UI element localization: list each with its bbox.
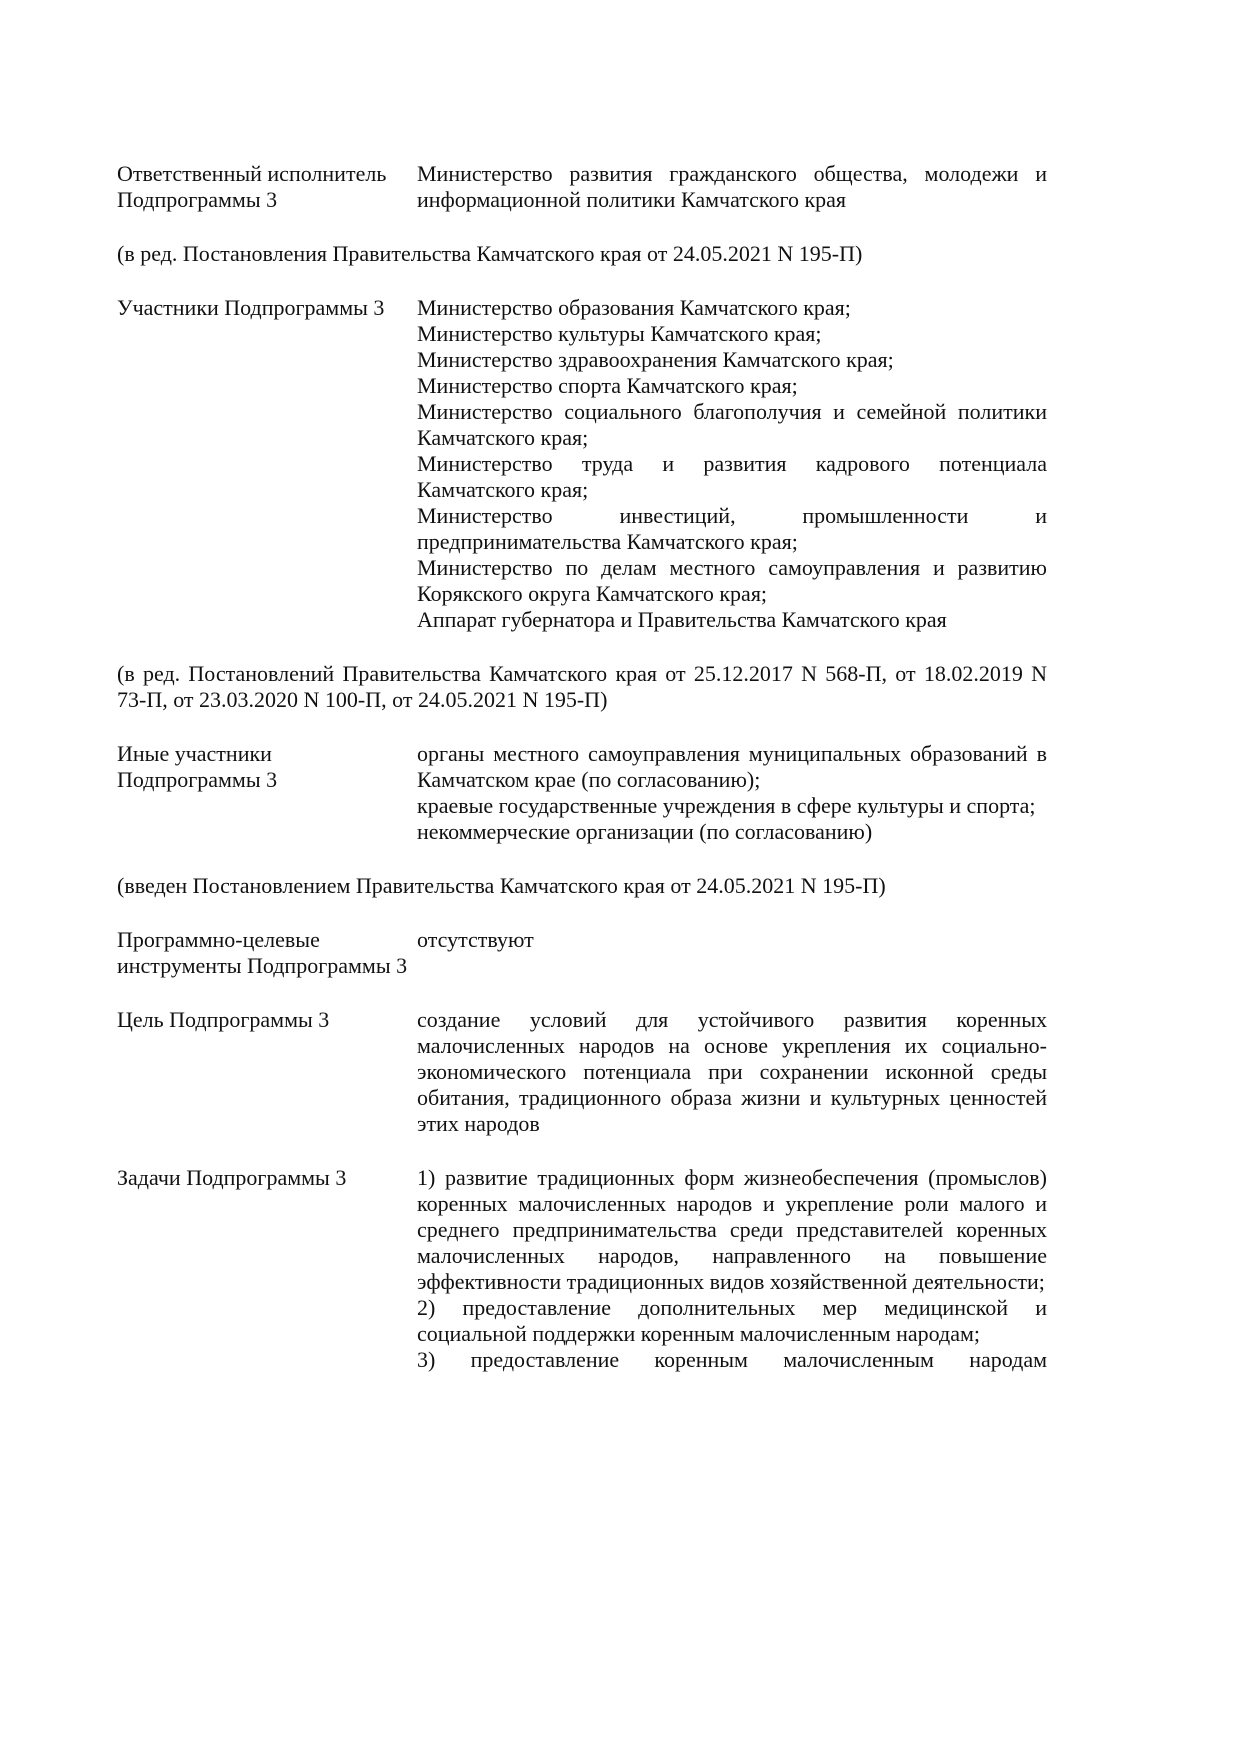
value-item: Министерство по делам местного самоуправления и развитию Корякского округа Камчатского края; <box>417 555 1047 606</box>
row-value <box>417 741 1047 845</box>
value-item: Министерство образования Камчатского края; <box>417 295 851 320</box>
value-item: Министерство культуры Камчатского края; <box>417 321 822 346</box>
value-item: Министерство развития гражданского общества, молодежи и информационной политики Камчатского края <box>417 161 1047 212</box>
value-item: Аппарат губернатора и Правительства Камчатского края <box>417 607 947 632</box>
row-label: Цель Подпрограммы 3 <box>117 1007 330 1032</box>
row-value <box>417 295 1047 633</box>
value-item: Министерство спорта Камчатского края; <box>417 373 798 398</box>
amendment-note: (в ред. Постановлений Правительства Камчатского края от 25.12.2017 N 568-П, от 18.02.2019 N 73-П, от 23.03.2020 N 100-П, от 24.05.2021 N 195-П) <box>117 661 1047 712</box>
row-label: Ответственный исполнитель Подпрограммы 3 <box>117 161 387 212</box>
row-label: Участники Подпрограммы 3 <box>117 295 385 320</box>
passport-row-goal <box>117 1007 1047 1137</box>
value-item: краевые государственные учреждения в сфере культуры и спорта; <box>417 793 1036 818</box>
value-item: отсутствуют <box>417 927 534 952</box>
value-item: 1) развитие традиционных форм жизнеобеспечения (промыслов) коренных малочисленных народов и укрепление роли малого и среднего предпринимательства среди представителей коренных малочисленных народов, направленного на повышение эффективности традиционных видов хозяйственной деятельности; <box>417 1165 1047 1294</box>
row-value <box>417 1007 1047 1137</box>
row-label: Программно-целевые инструменты Подпрограммы 3 <box>117 927 408 978</box>
passport-row-tasks <box>117 1165 1047 1373</box>
value-item: 3) предоставление коренным малочисленным народам <box>417 1347 1047 1372</box>
passport-row-instruments <box>117 927 1047 979</box>
row-value <box>417 161 1047 213</box>
value-item: Министерство социального благополучия и семейной политики Камчатского края; <box>417 399 1047 450</box>
row-label: Задачи Подпрограммы 3 <box>117 1165 347 1190</box>
value-item: Министерство инвестиций, промышленности и предпринимательства Камчатского края; <box>417 503 1047 554</box>
row-value <box>417 927 1047 979</box>
value-item: некоммерческие организации (по согласованию) <box>417 819 873 844</box>
passport-row-responsible <box>117 161 1047 213</box>
value-item: создание условий для устойчивого развития коренных малочисленных народов на основе укрепления их социально-экономического потенциала при сохранении исконной среды обитания, традиционного образа жизни и культурных ценностей этих народов <box>417 1007 1047 1136</box>
row-label: Иные участники Подпрограммы 3 <box>117 741 278 792</box>
amendment-note: (в ред. Постановления Правительства Камчатского края от 24.05.2021 N 195-П) <box>117 241 863 266</box>
document-page <box>117 161 1047 1373</box>
amendment-note: (введен Постановлением Правительства Камчатского края от 24.05.2021 N 195-П) <box>117 873 886 898</box>
passport-row-other-participants <box>117 741 1047 845</box>
row-value <box>417 1165 1047 1373</box>
value-item: органы местного самоуправления муниципальных образований в Камчатском крае (по согласованию); <box>417 741 1047 792</box>
value-item: Министерство труда и развития кадрового потенциала Камчатского края; <box>417 451 1047 502</box>
value-item: 2) предоставление дополнительных мер медицинской и социальной поддержки коренным малочисленным народам; <box>417 1295 1047 1346</box>
value-item: Министерство здравоохранения Камчатского края; <box>417 347 894 372</box>
passport-row-participants <box>117 295 1047 633</box>
